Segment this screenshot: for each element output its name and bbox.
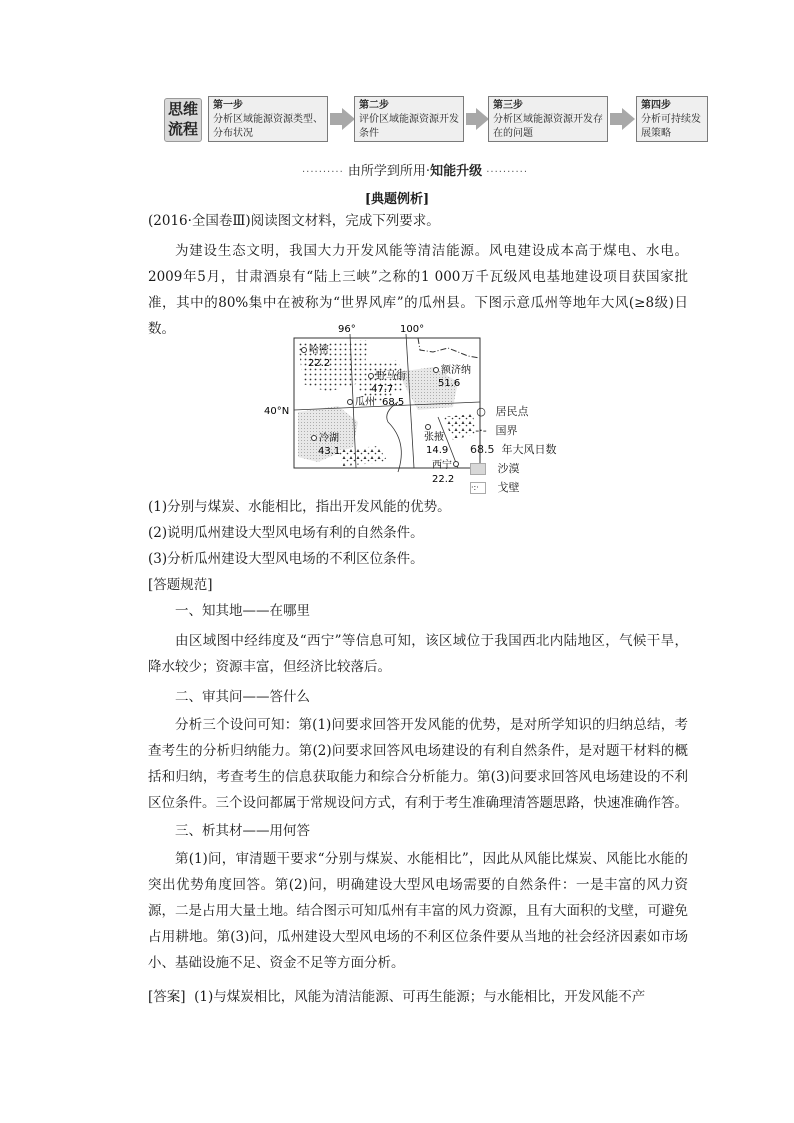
question-2: (2)说明瓜州建设大型风电场有利的自然条件。 (148, 525, 424, 541)
flow-title (164, 98, 202, 142)
legend-windy-days-label: 年大风日数 (501, 443, 557, 456)
step1-text: 由区域图中经纬度及“西宁”等信息可知，该区域位于我国西北内陆地区，气候干旱，降水较少；资源丰富，但经济比较落后。 (148, 633, 688, 675)
section-banner (280, 160, 550, 179)
value-yemajie: 47.7 (371, 384, 394, 395)
flow-step-2 (354, 96, 464, 142)
answer-text: (1)与煤炭相比，风能为清洁能源、可再生能源；与水能相比，开发风能不产 (194, 989, 646, 1005)
place-guazhou: 瓜州 (355, 397, 375, 408)
step-text: 评价区域能源资源开发条件 (359, 114, 459, 139)
value-xining: 22.2 (432, 474, 455, 485)
place-zhangye: 张掖 (424, 432, 444, 443)
step3-text: 第(1)问，审清题干要求“分别与煤炭、水能相比”，因此从风能比煤炭、风能比水能的突出优势角度回答。第(2)问，明确建设大型风电场需要的自然条件：一是丰富的风力资源，二是占用大量土地。结合图示可知瓜州有丰富的风力资源，且有大面积的戈壁，可避免占用耕地。第(3)问，瓜州建设大型风电场的不利区位条件要从当地的社会经济因素如市场小、基础设施不足、资金不足等方面分析。 (148, 851, 688, 971)
intro-text: (2016·全国卷Ⅲ)阅读图文材料，完成下列要求。 (148, 213, 440, 229)
legend-gobi-label: 戈壁 (497, 481, 520, 494)
material-text: 为建设生态文明，我国大力开发风能等清洁能源。风电建设成本高于煤电、水电。2009年5月，甘肃酒泉有“陆上三峡”之称的1 000万千瓦级风电基地建设项目获国家批准，其中的80%集中在被称为“世界风库”的瓜州县。下图示意瓜州等地年大风(≥8级)日数。 (148, 243, 688, 337)
value-ejina: 51.6 (438, 378, 461, 389)
gobi-swatch-icon: ·:· (470, 482, 486, 494)
legend-border-label: 国界 (495, 424, 518, 437)
desert-swatch-icon (470, 463, 486, 475)
longitude-label-100: 100° (400, 324, 425, 335)
step-text: 分析区域能源资源开发存在的问题 (493, 114, 603, 139)
settlement-marker (348, 400, 353, 405)
flow-step-1 (208, 96, 328, 142)
legend-border (470, 421, 557, 440)
step-head: 第三步 (493, 100, 523, 111)
value-hami: 22.2 (308, 358, 331, 369)
step-head: 第二步 (359, 100, 389, 111)
place-xining: 西宁 (432, 460, 452, 471)
banner-bold-text: 知能升级 (430, 164, 483, 179)
question-3: (3)分析瓜州建设大型风电场的不利区位条件。 (148, 551, 424, 567)
legend-settlement (470, 402, 557, 421)
banner-dots-right: ·········· (486, 167, 529, 178)
example-title: [典题例析] (364, 192, 430, 207)
latitude-label-40n: 40°N (264, 406, 290, 417)
thinking-flow (164, 96, 724, 146)
answer-paragraph (148, 984, 688, 1010)
place-hami: 哈密 (309, 345, 329, 356)
legend-desert (470, 459, 557, 478)
legend-desert-label: 沙漠 (497, 462, 520, 475)
answer-label: [答案] (148, 989, 186, 1005)
legend-sample-value: 68.5 (470, 443, 495, 456)
legend-windy-days (470, 440, 557, 459)
step-head: 第四步 (641, 100, 671, 111)
step-text: 分析区域能源资源类型、分布状况 (213, 114, 323, 139)
question-1: (1)分别与煤炭、水能相比，指出开发风能的优势。 (148, 499, 451, 515)
settlement-marker (426, 425, 431, 430)
place-ejina: 额济纳 (441, 365, 471, 376)
banner-text: 由所学到所用· (347, 164, 431, 179)
dash-line-icon: -·- (475, 424, 487, 437)
step2-text: 分析三个设问可知：第(1)问要求回答开发风能的优势，是对所学知识的归纳总结，考查考生的分析归纳能力。第(2)问要求回答风电场建设的有利自然条件，是对题干材料的概括和归纳，考查考生的信息获取能力和综合分析能力。第(3)问要求回答风电场建设的不利区位条件。三个设问都属于常规设问方式，有利于考生准确理清答题思路，快速准确作答。 (148, 717, 688, 811)
settlement-marker (312, 436, 317, 441)
value-zhangye: 14.9 (426, 445, 449, 456)
flow-step-3 (488, 96, 608, 142)
step-head: 第一步 (213, 100, 243, 111)
legend-settlement-label: 居民点 (495, 405, 529, 418)
flow-step-4 (636, 96, 708, 142)
place-yemajie: 野马街 (376, 371, 406, 382)
longitude-label-96: 96° (338, 324, 356, 335)
flow-title-line1: 思维 (167, 100, 198, 118)
value-lenghu: 43.1 (318, 446, 341, 457)
settlement-marker (302, 348, 307, 353)
circle-icon: ○ (476, 405, 486, 418)
settlement-marker (434, 368, 439, 373)
flow-title-line2: 流程 (167, 120, 198, 138)
answer-norm-title: [答题规范] (148, 577, 213, 593)
step2-title: 二、审其问——答什么 (175, 689, 310, 705)
step3-title: 三、析其材——用何答 (175, 823, 310, 839)
banner-dots-left: ·········· (301, 167, 344, 178)
settlement-marker (369, 374, 374, 379)
place-lenghu: 冷湖 (319, 433, 339, 444)
settlement-marker (454, 462, 459, 467)
map-legend (470, 402, 557, 497)
value-guazhou: 68.5 (382, 397, 405, 408)
arrow-right-icon (622, 108, 635, 130)
step-text: 分析可持续发展策略 (641, 114, 701, 139)
step1-title: 一、知其地——在哪里 (175, 603, 310, 619)
